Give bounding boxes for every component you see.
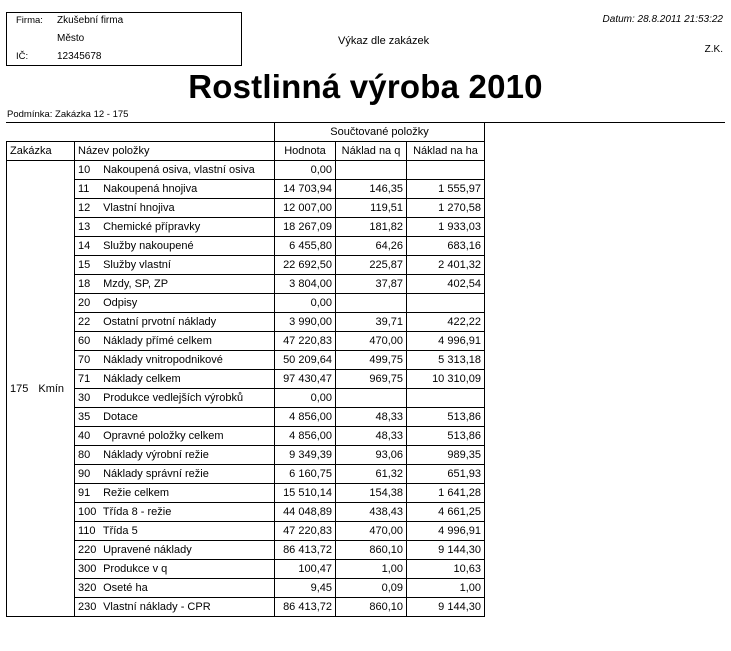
hodnota-cell: 14 703,94 (275, 180, 336, 199)
table-row (7, 446, 485, 465)
naklad-q-cell: 146,35 (336, 180, 407, 199)
naklad-ha-cell (407, 389, 485, 408)
item-name: Náklady přímé celkem (103, 335, 212, 347)
table-row (7, 370, 485, 389)
author-initials: Z.K. (704, 44, 723, 55)
item-name-cell (75, 370, 275, 389)
col-header-naklad-q: Náklad na q (336, 142, 407, 161)
item-name: Vlastní hnojiva (103, 202, 175, 214)
table-header-row (7, 142, 485, 161)
table-row (7, 503, 485, 522)
item-name-cell (75, 275, 275, 294)
item-name-cell (75, 180, 275, 199)
item-name-cell (75, 446, 275, 465)
item-name-cell (75, 598, 275, 617)
item-name: Náklady výrobní režie (103, 449, 209, 461)
hodnota-cell: 97 430,47 (275, 370, 336, 389)
item-code: 230 (78, 601, 97, 613)
table-row (7, 598, 485, 617)
group-header: Součtované položky (275, 123, 485, 142)
naklad-q-cell (336, 161, 407, 180)
item-code: 35 (78, 411, 91, 423)
table-row (7, 332, 485, 351)
item-code: 71 (78, 373, 91, 385)
item-name-cell (75, 579, 275, 598)
item-code: 11 (78, 183, 90, 195)
naklad-q-cell: 154,38 (336, 484, 407, 503)
naklad-q-cell: 438,43 (336, 503, 407, 522)
table-row (7, 541, 485, 560)
naklad-q-cell: 61,32 (336, 465, 407, 484)
naklad-ha-cell: 402,54 (407, 275, 485, 294)
item-code: 10 (78, 164, 91, 176)
item-name: Režie celkem (103, 487, 170, 499)
item-code: 14 (78, 240, 91, 252)
naklad-ha-cell: 2 401,32 (407, 256, 485, 275)
naklad-ha-cell: 513,86 (407, 427, 485, 446)
naklad-ha-cell: 10 310,09 (407, 370, 485, 389)
hodnota-cell: 3 990,00 (275, 313, 336, 332)
hodnota-cell: 86 413,72 (275, 598, 336, 617)
item-name-cell (75, 484, 275, 503)
col-header-hodnota: Hodnota (275, 142, 336, 161)
item-name: Náklady vnitropodnikové (103, 354, 223, 366)
naklad-q-cell: 969,75 (336, 370, 407, 389)
item-name: Nakoupená hnojiva (103, 183, 198, 195)
table-body (7, 161, 485, 617)
table-row (7, 313, 485, 332)
item-code: 80 (78, 449, 91, 461)
naklad-ha-cell (407, 161, 485, 180)
hodnota-cell: 6 455,80 (275, 237, 336, 256)
naklad-ha-cell: 10,63 (407, 560, 485, 579)
item-name: Mzdy, SP, ZP (103, 278, 169, 290)
table-row (7, 484, 485, 503)
item-code: 30 (78, 392, 91, 404)
item-name-cell (75, 332, 275, 351)
hodnota-cell: 50 209,64 (275, 351, 336, 370)
item-code: 110 (78, 525, 96, 537)
naklad-q-cell: 37,87 (336, 275, 407, 294)
item-name-cell (75, 465, 275, 484)
naklad-ha-cell: 1 270,58 (407, 199, 485, 218)
item-code: 22 (78, 316, 91, 328)
naklad-ha-cell: 513,86 (407, 408, 485, 427)
item-name: Upravené náklady (103, 544, 192, 556)
item-code: 18 (78, 278, 91, 290)
item-name: Odpisy (103, 297, 138, 309)
item-name: Třída 5 (102, 525, 138, 537)
hodnota-cell: 22 692,50 (275, 256, 336, 275)
table-row (7, 465, 485, 484)
item-code: 12 (78, 202, 91, 214)
naklad-q-cell: 48,33 (336, 408, 407, 427)
item-code: 15 (78, 259, 91, 271)
hodnota-cell: 47 220,83 (275, 522, 336, 541)
item-name-cell (75, 161, 275, 180)
naklad-q-cell: 0,09 (336, 579, 407, 598)
item-name-cell (75, 294, 275, 313)
item-name-cell (75, 351, 275, 370)
naklad-ha-cell: 9 144,30 (407, 598, 485, 617)
naklad-q-cell: 860,10 (336, 598, 407, 617)
item-name-cell (75, 503, 275, 522)
naklad-q-cell: 860,10 (336, 541, 407, 560)
item-name: Náklady celkem (103, 373, 181, 385)
item-name: Vlastní náklady - CPR (103, 601, 211, 613)
table-row (7, 427, 485, 446)
zakazka-name: Kmín (38, 382, 65, 395)
naklad-ha-cell: 1,00 (407, 579, 485, 598)
item-code: 20 (78, 297, 91, 309)
table-row (7, 180, 485, 199)
item-code: 90 (78, 468, 91, 480)
naklad-q-cell: 225,87 (336, 256, 407, 275)
hodnota-cell: 100,47 (275, 560, 336, 579)
naklad-q-cell: 181,82 (336, 218, 407, 237)
item-code: 300 (78, 563, 97, 575)
col-header-zakazka: Zakázka (7, 142, 75, 161)
naklad-ha-cell: 9 144,30 (407, 541, 485, 560)
item-code: 40 (78, 430, 91, 442)
item-name-cell (75, 237, 275, 256)
firm-city: Město (57, 33, 85, 44)
naklad-ha-cell: 4 661,25 (407, 503, 485, 522)
hodnota-cell: 86 413,72 (275, 541, 336, 560)
item-code: 13 (78, 221, 91, 233)
hodnota-cell: 4 856,00 (275, 427, 336, 446)
item-name-cell (75, 427, 275, 446)
hodnota-cell: 47 220,83 (275, 332, 336, 351)
hodnota-cell: 44 048,89 (275, 503, 336, 522)
item-name-cell (75, 560, 275, 579)
item-name-cell (75, 408, 275, 427)
item-code: 100 (78, 506, 97, 518)
table-row (7, 560, 485, 579)
firm-name: Zkušební firma (57, 15, 124, 26)
naklad-ha-cell: 4 996,91 (407, 522, 485, 541)
naklad-q-cell (336, 294, 407, 313)
ic-value: 12345678 (57, 51, 102, 62)
hodnota-cell: 3 804,00 (275, 275, 336, 294)
item-code: 320 (78, 582, 97, 594)
naklad-q-cell: 470,00 (336, 332, 407, 351)
hodnota-cell: 4 856,00 (275, 408, 336, 427)
item-name: Třída 8 - režie (102, 506, 172, 518)
hodnota-cell: 0,00 (275, 294, 336, 313)
item-name: Oseté ha (103, 582, 148, 594)
col-header-nazev: Název položky (75, 142, 275, 161)
item-name: Náklady správní režie (103, 468, 209, 480)
naklad-q-cell: 48,33 (336, 427, 407, 446)
report-name: Výkaz dle zakázek (338, 35, 430, 47)
table-row (7, 522, 485, 541)
item-name: Dotace (103, 411, 138, 423)
naklad-q-cell: 64,26 (336, 237, 407, 256)
naklad-ha-cell: 422,22 (407, 313, 485, 332)
table-row (7, 199, 485, 218)
naklad-ha-cell: 989,35 (407, 446, 485, 465)
naklad-q-cell: 93,06 (336, 446, 407, 465)
item-name-cell (75, 313, 275, 332)
naklad-q-cell: 39,71 (336, 313, 407, 332)
naklad-ha-cell: 5 313,18 (407, 351, 485, 370)
company-info-box (6, 12, 242, 66)
table-row (7, 351, 485, 370)
table-row (7, 408, 485, 427)
naklad-q-cell: 1,00 (336, 560, 407, 579)
table-row (7, 579, 485, 598)
naklad-q-cell: 499,75 (336, 351, 407, 370)
naklad-ha-cell: 1 641,28 (407, 484, 485, 503)
table-row (7, 275, 485, 294)
naklad-q-cell: 470,00 (336, 522, 407, 541)
hodnota-cell: 18 267,09 (275, 218, 336, 237)
naklad-ha-cell: 651,93 (407, 465, 485, 484)
naklad-ha-cell: 1 933,03 (407, 218, 485, 237)
item-name: Služby nakoupené (103, 240, 194, 252)
report-table (6, 122, 485, 617)
firm-label: Firma: (16, 15, 43, 26)
hodnota-cell: 0,00 (275, 161, 336, 180)
hodnota-cell: 6 160,75 (275, 465, 336, 484)
item-name: Produkce vedlejších výrobků (103, 392, 244, 404)
naklad-ha-cell: 1 555,97 (407, 180, 485, 199)
item-code: 60 (78, 335, 91, 347)
table-row (7, 237, 485, 256)
item-code: 220 (78, 544, 97, 556)
item-name-cell (75, 199, 275, 218)
item-name-cell (75, 541, 275, 560)
item-name: Opravné položky celkem (103, 430, 224, 442)
hodnota-cell: 9 349,39 (275, 446, 336, 465)
zakazka-code: 175 (10, 382, 29, 395)
item-name: Produkce v q (103, 563, 168, 575)
hodnota-cell: 15 510,14 (275, 484, 336, 503)
hodnota-cell: 9,45 (275, 579, 336, 598)
naklad-ha-cell: 683,16 (407, 237, 485, 256)
item-name: Ostatní prvotní náklady (103, 316, 217, 328)
item-name-cell (75, 218, 275, 237)
filter-condition: Podmínka: Zakázka 12 - 175 (7, 109, 129, 120)
item-name-cell (75, 256, 275, 275)
naklad-ha-cell (407, 294, 485, 313)
table-row (7, 294, 485, 313)
naklad-q-cell (336, 389, 407, 408)
item-code: 70 (78, 354, 91, 366)
item-name: Chemické přípravky (103, 221, 201, 233)
item-code: 91 (78, 487, 91, 499)
table-row (7, 256, 485, 275)
ic-label: IČ: (16, 51, 29, 62)
zakazka-cell (7, 161, 75, 617)
page-title: Rostlinná výroba 2010 (188, 68, 543, 105)
item-name-cell (75, 522, 275, 541)
item-name: Nakoupená osiva, vlastní osiva (103, 164, 255, 176)
table-row (7, 389, 485, 408)
table-row (7, 218, 485, 237)
hodnota-cell: 0,00 (275, 389, 336, 408)
report-date: Datum: 28.8.2011 21:53:22 (602, 14, 723, 25)
table-row (7, 161, 485, 180)
hodnota-cell: 12 007,00 (275, 199, 336, 218)
naklad-q-cell: 119,51 (336, 199, 407, 218)
table-group-header-row (7, 123, 485, 142)
item-name: Služby vlastní (103, 259, 171, 271)
item-name-cell (75, 389, 275, 408)
col-header-naklad-ha: Náklad na ha (407, 142, 485, 161)
naklad-ha-cell: 4 996,91 (407, 332, 485, 351)
